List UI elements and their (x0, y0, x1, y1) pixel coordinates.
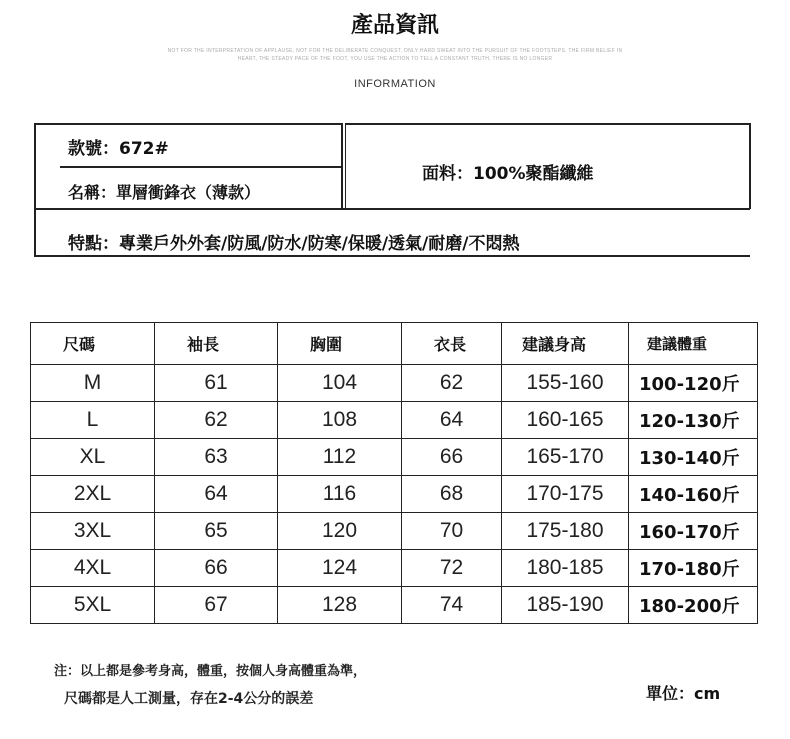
box-top-left-line (34, 123, 341, 125)
cell-height: 185-190 (502, 587, 629, 624)
header-height: 建議身高 (502, 323, 629, 365)
cell-sleeve: 63 (155, 439, 278, 476)
cell-chest: 124 (278, 550, 402, 587)
cell-sleeve: 65 (155, 513, 278, 550)
cell-size: 3XL (31, 513, 155, 550)
product-fabric: 面料：100%聚酯纖維 (422, 164, 594, 184)
box-middle-divider (341, 123, 343, 209)
cell-weight: 180-200斤 (629, 587, 758, 624)
cell-size: 5XL (31, 587, 155, 624)
tagline (120, 47, 670, 63)
cell-length: 62 (402, 365, 502, 402)
header-sleeve-length: 袖長 (155, 323, 278, 365)
cell-height: 175-180 (502, 513, 629, 550)
header-length: 衣長 (402, 323, 502, 365)
page-title: 產品資訊 (350, 13, 439, 38)
cell-chest: 108 (278, 402, 402, 439)
size-table-header-row (31, 323, 758, 365)
cell-length: 68 (402, 476, 502, 513)
product-name: 名稱：單層衝鋒衣（薄款） (68, 183, 261, 202)
cell-height: 165-170 (502, 439, 629, 476)
box-left-line (34, 123, 36, 257)
cell-chest: 112 (278, 439, 402, 476)
table-row (31, 513, 758, 550)
cell-chest: 120 (278, 513, 402, 550)
cell-size: 4XL (31, 550, 155, 587)
table-row (31, 439, 758, 476)
cell-height: 170-175 (502, 476, 629, 513)
box-bottom-line (34, 255, 750, 257)
cell-weight: 130-140斤 (629, 439, 758, 476)
header-chest: 胸圍 (278, 323, 402, 365)
cell-chest: 116 (278, 476, 402, 513)
table-row (31, 587, 758, 624)
table-row (31, 402, 758, 439)
table-row (31, 476, 758, 513)
tagline-line-1: NOT FOR THE INTERPRETATION OF APPLAUSE, NOT FOR THE DELIBERATE CONQUEST, ONLY HARD SWEAT INTO THE PURSUIT OF THE FOOTSTEPS, THE FIRM BELIEF IN (167, 48, 623, 54)
cell-size: 2XL (31, 476, 155, 513)
cell-sleeve: 67 (155, 587, 278, 624)
product-features: 特點：專業戶外外套/防風/防水/防寒/保暖/透氣/耐磨/不悶熱 (68, 234, 520, 254)
unit-label: 單位：cm (646, 684, 721, 703)
table-row (31, 365, 758, 402)
cell-size: L (31, 402, 155, 439)
header-size: 尺碼 (31, 323, 155, 365)
cell-size: XL (31, 439, 155, 476)
cell-sleeve: 61 (155, 365, 278, 402)
cell-sleeve: 64 (155, 476, 278, 513)
name-row-divider (34, 208, 750, 210)
note-line-1: 注：以上都是參考身高，體重，按個人身高體重為準， (54, 664, 367, 679)
cell-weight: 140-160斤 (629, 476, 758, 513)
cell-length: 72 (402, 550, 502, 587)
cell-weight: 160-170斤 (629, 513, 758, 550)
cell-sleeve: 66 (155, 550, 278, 587)
cell-weight: 100-120斤 (629, 365, 758, 402)
cell-length: 70 (402, 513, 502, 550)
information-label: INFORMATION (354, 78, 436, 90)
header-weight: 建議體重 (629, 323, 758, 365)
cell-length: 74 (402, 587, 502, 624)
box-inner-divider (345, 123, 346, 209)
box-right-line (749, 123, 751, 209)
cell-height: 180-185 (502, 550, 629, 587)
cell-height: 155-160 (502, 365, 629, 402)
box-top-right-line (345, 123, 750, 125)
product-model: 款號：672# (68, 139, 169, 159)
table-row (31, 550, 758, 587)
note-line-2: 尺碼都是人工測量，存在2-4公分的誤差 (64, 691, 314, 707)
cell-chest: 104 (278, 365, 402, 402)
cell-length: 64 (402, 402, 502, 439)
cell-size: M (31, 365, 155, 402)
model-row-divider (60, 166, 341, 168)
cell-height: 160-165 (502, 402, 629, 439)
cell-sleeve: 62 (155, 402, 278, 439)
cell-weight: 170-180斤 (629, 550, 758, 587)
size-table (30, 322, 758, 624)
cell-weight: 120-130斤 (629, 402, 758, 439)
cell-chest: 128 (278, 587, 402, 624)
tagline-line-2: HEART, THE STEADY PACE OF THE FOOT, YOU USE THE ACTION TO TELL A CONSTANT TRUTH, THERE IS NO LONGER (237, 56, 553, 62)
cell-length: 66 (402, 439, 502, 476)
